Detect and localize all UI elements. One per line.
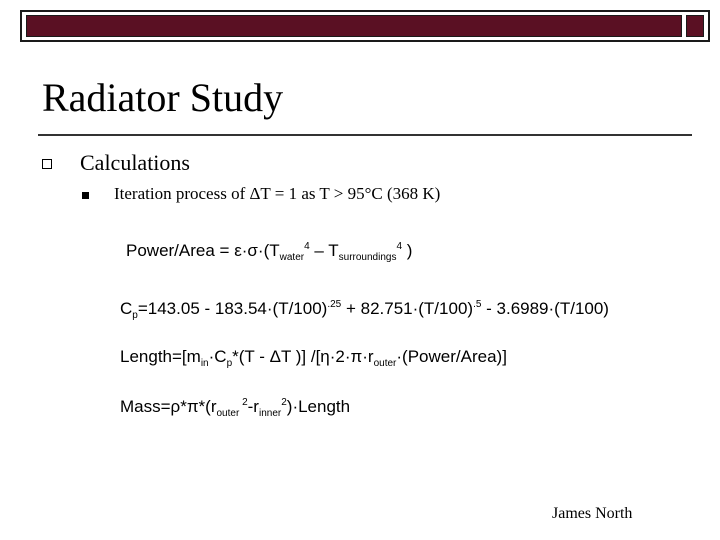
eq-sub: p [226,358,233,369]
eq-text: *(T - ΔT )] /[η·2·π·r [232,347,374,366]
eq-text: ) [402,241,413,260]
equation-cp [120,300,609,321]
eq-sub: water [279,252,305,263]
bullet-calculations: Calculations [80,150,190,175]
eq-sub: outer [216,408,240,419]
eq-text: C [120,299,133,318]
eq-sup: 4 [396,241,403,252]
eq-sup: .25 [327,299,342,310]
eq-text: ·(Power/Area)] [396,347,507,366]
eq-sub: inner [258,408,282,419]
eq-sup: 2 [239,397,248,408]
filled-square-bullet-icon [82,192,89,199]
eq-sup: .5 [473,299,482,310]
eq-text: =143.05 - 183.54·(T/100) [137,299,328,318]
eq-text: Power/Area = ε·σ·(T [126,241,280,260]
eq-text: Length=[m [120,347,201,366]
slide-title: Radiator Study [42,75,284,120]
header-bar [20,10,710,42]
bullet-iteration: Iteration process of ΔT = 1 as T > 95°C (368 K) [114,184,441,203]
eq-sub: p [132,310,138,321]
hollow-square-bullet-icon [42,159,52,169]
eq-text: -r [247,397,259,416]
title-divider [38,134,692,136]
equation-length [120,348,507,369]
eq-sub: outer [373,358,397,369]
eq-text: - 3.6989·(T/100) [481,299,609,318]
equation-power-area [126,242,412,263]
header-bar-square [686,15,704,37]
header-bar-fill [26,15,682,37]
eq-text: ·C [208,347,227,366]
eq-text: + 82.751·(T/100) [341,299,474,318]
equation-mass [120,398,350,419]
eq-sup: 4 [304,241,310,252]
eq-text: Mass=ρ*π*(r [120,397,217,416]
eq-sup: 2 [281,397,287,408]
eq-text: )·Length [286,397,351,416]
eq-text: – T [309,241,339,260]
author-name: James North [552,505,633,522]
eq-sub: surroundings [338,252,397,263]
eq-sub: in [200,358,209,369]
